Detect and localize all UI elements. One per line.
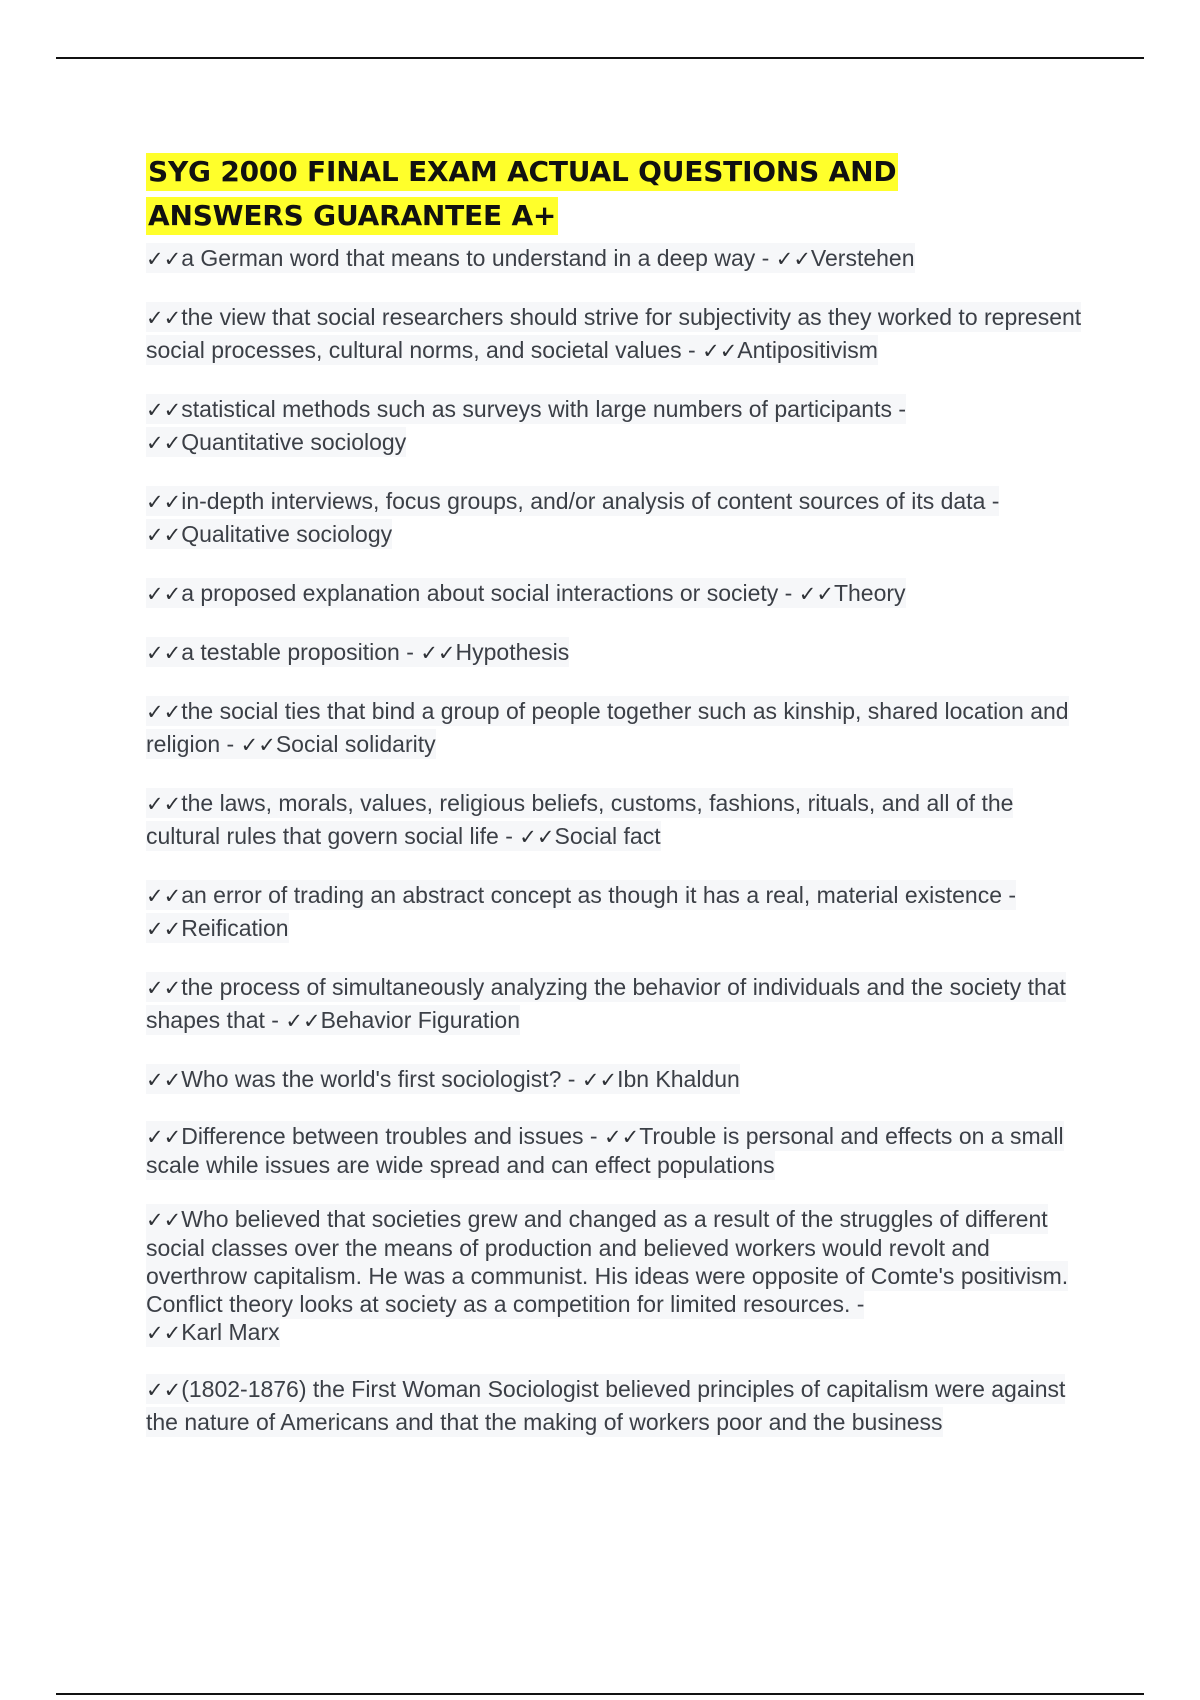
qa-question: Who believed that societies grew and changed as a result of the struggles of different social classes over the means of production and believed workers would revolt and overthrow capitalism. He was a communist. His ideas were opposite of Comte's positivism. Conflict theory looks at society as a competition for limited resources. bbox=[146, 1206, 1069, 1317]
qa-separator: - bbox=[755, 245, 776, 271]
document-title bbox=[146, 150, 1086, 238]
qa-item bbox=[146, 1205, 1086, 1347]
qa-answer: Antipositivism bbox=[737, 337, 878, 363]
check-icon: ✓✓ bbox=[146, 792, 182, 816]
qa-question: the process of simultaneously analyzing the behavior of individuals and the society that shapes that bbox=[146, 974, 1066, 1033]
bottom-rule bbox=[56, 1693, 1144, 1695]
check-icon: ✓✓ bbox=[798, 582, 834, 606]
qa-separator: - bbox=[985, 488, 1000, 514]
qa-separator: - bbox=[220, 731, 241, 757]
check-icon: ✓✓ bbox=[146, 523, 182, 547]
qa-separator: - bbox=[891, 396, 907, 422]
qa-item bbox=[146, 787, 1086, 853]
check-icon: ✓✓ bbox=[285, 1009, 321, 1033]
qa-separator: - bbox=[264, 1007, 286, 1033]
qa-question: a testable proposition bbox=[181, 639, 400, 665]
title-line-1: SYG 2000 FINAL EXAM ACTUAL QUESTIONS AND bbox=[146, 153, 898, 191]
qa-question: a German word that means to understand in a deep way bbox=[181, 245, 756, 271]
check-icon: ✓✓ bbox=[146, 1125, 182, 1149]
qa-list bbox=[146, 242, 1086, 1438]
qa-question: statistical methods such as surveys with large numbers of participants bbox=[181, 396, 892, 422]
check-icon: ✓✓ bbox=[146, 884, 182, 908]
qa-item bbox=[146, 393, 1086, 459]
qa-separator: - bbox=[561, 1066, 582, 1092]
qa-item bbox=[146, 485, 1086, 551]
qa-separator: - bbox=[583, 1123, 604, 1149]
check-icon: ✓✓ bbox=[146, 641, 182, 665]
check-icon: ✓✓ bbox=[146, 582, 182, 606]
qa-answer: Social fact bbox=[554, 823, 661, 849]
qa-item bbox=[146, 879, 1086, 945]
qa-question: Who was the world's first sociologist? bbox=[181, 1066, 562, 1092]
check-icon: ✓✓ bbox=[146, 247, 182, 271]
qa-separator: - bbox=[1002, 882, 1017, 908]
qa-separator: - bbox=[498, 823, 520, 849]
title-line-2: ANSWERS GUARANTEE A+ bbox=[146, 197, 558, 235]
qa-answer: Trouble is personal and effects on a small scale while issues are wide spread and can effect populations bbox=[146, 1123, 1064, 1178]
check-icon: ✓✓ bbox=[603, 1125, 640, 1149]
qa-item bbox=[146, 636, 1086, 669]
qa-question: the laws, morals, values, religious beliefs, customs, fashions, rituals, and all of the cultural rules that govern social life bbox=[146, 790, 1014, 849]
qa-separator: - bbox=[850, 1291, 865, 1317]
qa-answer: Qualitative sociology bbox=[181, 521, 393, 547]
check-icon: ✓✓ bbox=[146, 431, 182, 455]
qa-separator: - bbox=[778, 580, 799, 606]
check-icon: ✓✓ bbox=[581, 1068, 618, 1092]
qa-item bbox=[146, 695, 1086, 761]
qa-separator: - bbox=[399, 639, 421, 665]
check-icon: ✓✓ bbox=[146, 490, 182, 514]
qa-question: Difference between troubles and issues bbox=[181, 1123, 584, 1149]
check-icon: ✓✓ bbox=[146, 917, 182, 941]
qa-question: the view that social researchers should strive for subjectivity as they worked to represent social processes, cultural norms, and societal values bbox=[146, 304, 1082, 363]
qa-answer: Ibn Khaldun bbox=[617, 1066, 740, 1092]
qa-question: (1802-1876) the First Woman Sociologist believed principles of capitalism were against the nature of Americans and that the making of workers poor and the business bbox=[146, 1376, 1066, 1435]
qa-separator: - bbox=[681, 337, 703, 363]
top-rule bbox=[56, 57, 1144, 59]
qa-answer: Quantitative sociology bbox=[181, 429, 407, 455]
qa-item bbox=[146, 1122, 1086, 1179]
check-icon: ✓✓ bbox=[702, 339, 738, 363]
qa-item bbox=[146, 301, 1086, 367]
qa-answer: Reification bbox=[181, 915, 289, 941]
qa-question: the social ties that bind a group of people together such as kinship, shared location and religion bbox=[146, 698, 1069, 757]
document-body bbox=[146, 150, 1086, 1464]
check-icon: ✓✓ bbox=[240, 733, 276, 757]
check-icon: ✓✓ bbox=[775, 247, 811, 271]
qa-item bbox=[146, 971, 1086, 1037]
qa-item bbox=[146, 242, 1086, 275]
check-icon: ✓✓ bbox=[146, 398, 182, 422]
check-icon: ✓✓ bbox=[146, 700, 182, 724]
check-icon: ✓✓ bbox=[146, 306, 182, 330]
check-icon: ✓✓ bbox=[146, 1068, 182, 1092]
qa-item bbox=[146, 1063, 1086, 1096]
check-icon: ✓✓ bbox=[146, 1321, 182, 1345]
qa-answer: Karl Marx bbox=[181, 1319, 280, 1345]
qa-answer: Behavior Figuration bbox=[320, 1007, 521, 1033]
qa-answer: Verstehen bbox=[810, 245, 915, 271]
qa-answer: Social solidarity bbox=[275, 731, 436, 757]
qa-question: a proposed explanation about social interactions or society bbox=[181, 580, 779, 606]
qa-answer: Theory bbox=[833, 580, 906, 606]
qa-answer: Hypothesis bbox=[455, 639, 570, 665]
qa-item bbox=[146, 577, 1086, 610]
check-icon: ✓✓ bbox=[519, 825, 555, 849]
check-icon: ✓✓ bbox=[420, 641, 456, 665]
qa-item bbox=[146, 1373, 1086, 1438]
check-icon: ✓✓ bbox=[146, 1378, 182, 1402]
check-icon: ✓✓ bbox=[146, 976, 182, 1000]
check-icon: ✓✓ bbox=[146, 1208, 182, 1232]
qa-question: in-depth interviews, focus groups, and/or analysis of content sources of its data bbox=[181, 488, 986, 514]
qa-question: an error of trading an abstract concept as though it has a real, material existence bbox=[181, 882, 1002, 908]
